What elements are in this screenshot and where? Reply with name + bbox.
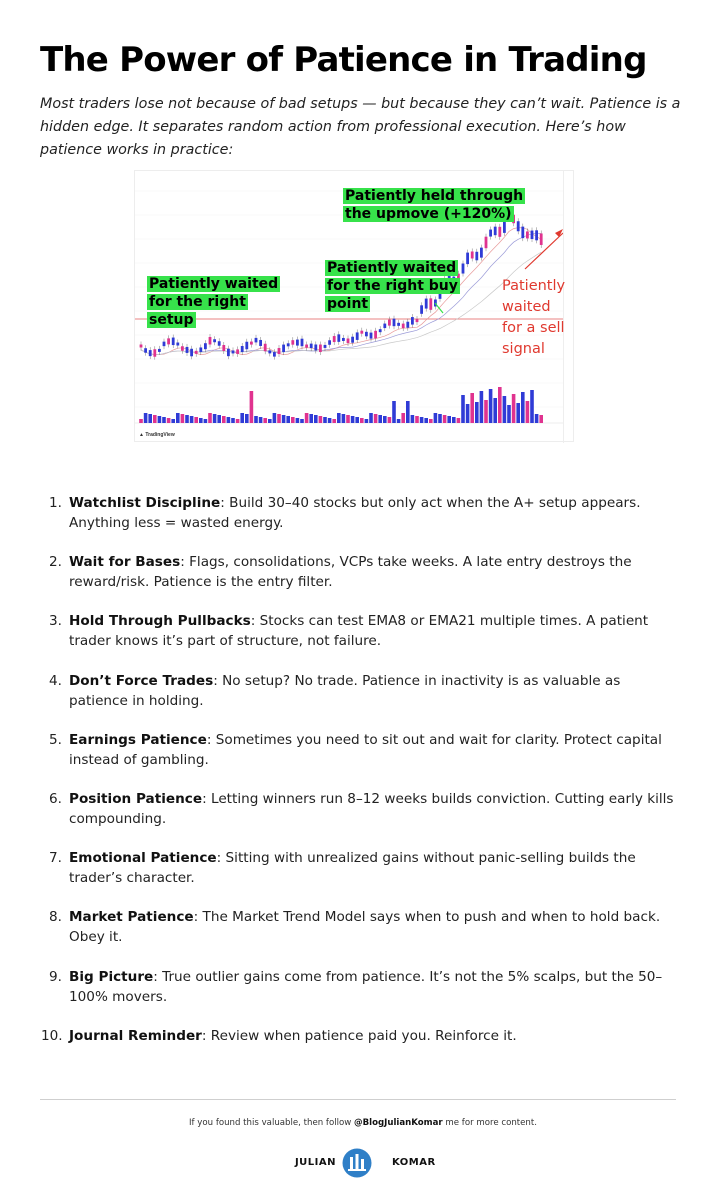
candle-body [416,319,419,322]
candle-body [268,350,271,353]
candle-body [158,349,161,352]
candle-body [149,350,152,356]
volume-bar [263,418,267,423]
tip-text: : The Market Trend Model says when to push and when to hold back. Obey it. [69,909,661,946]
candle-body [245,342,248,350]
volume-bar [401,413,405,423]
candle-body [526,231,529,238]
volume-bar [480,391,484,423]
volume-bar [369,413,373,423]
volume-bar [526,401,530,423]
volume-bar [245,414,249,423]
candle-body [213,339,216,342]
volume-bar [498,387,502,423]
candle-body [324,345,327,348]
tip-number: 5. [49,731,62,748]
candle-body [535,230,538,240]
volume-bar [291,417,295,423]
tip-text: : Sitting with unrealized gains without panic-selling builds the trader’s character. [69,850,636,887]
candle-body [199,347,202,352]
volume-bar [286,416,290,423]
candle-body [287,343,290,346]
volume-bar [254,416,258,423]
volume-bar [406,401,410,423]
tip-heading: Don’t Force Trades [69,672,214,689]
candle-body [471,251,474,258]
candle-body [388,320,391,326]
volume-bar [319,416,323,423]
tip-number: 9. [49,968,62,985]
tip-text: : True outlier gains come from patience. It’s not the 5% scalps, but the 50–100% movers. [69,968,663,1005]
tip-number: 2. [49,554,62,571]
volume-bar [383,416,387,423]
annotation-waited-buy-point: Patiently waited for the right buy point [327,260,458,312]
candle-body [503,221,506,233]
volume-bar [273,413,277,423]
candle-body [494,227,497,236]
tip-number: 6. [49,790,62,807]
candle-body [291,340,294,345]
tip-text: : Build 30–40 stocks but only act when the A+ setup appears. Anything less = wasted energy. [69,495,641,531]
volume-bar [181,414,185,423]
candle-body [485,237,488,249]
volume-bar [314,415,318,423]
candle-body [144,348,147,353]
volume-bar [332,419,336,423]
candle-body [232,350,235,353]
volume-bar [457,418,461,423]
candle-body [305,345,308,348]
tip-number: 7. [49,850,62,867]
volume-bar [342,414,346,423]
candle-body [301,339,304,347]
volume-bar [250,391,254,423]
brand-name-first: JULIAN [294,1157,336,1168]
tip-heading: Earnings Patience [69,731,207,748]
candle-body [411,317,414,325]
candle-body [374,331,377,339]
candle-body [356,332,359,340]
candle-body [314,344,317,350]
volume-bar [360,418,364,423]
volume-bar [493,398,497,423]
candle-body [236,349,239,354]
annotation-sell-signal: Patiently waited for a sell signal [502,278,566,357]
volume-bar [392,401,396,423]
volume-bar [213,414,217,423]
candle-body [402,324,405,329]
volume-bar [144,413,148,423]
volume-bar [438,414,442,423]
volume-bar [466,404,470,423]
volume-bar [167,418,171,423]
volume-bar [139,419,143,423]
volume-bar [378,415,382,423]
candle-body [259,340,262,346]
volume-bar [194,417,198,423]
candle-body [296,340,299,346]
volume-bar [240,413,244,423]
footer-divider [40,1099,676,1100]
volume-bar [484,400,488,423]
candle-body [397,323,400,326]
tips-list [40,493,680,1085]
tip-item [40,907,680,966]
volume-bar [337,413,341,423]
tip-text: : No setup? No trade. Patience in inactivity is as valuable as patience in holding. [69,672,621,709]
volume-bar [415,416,419,423]
page-title: The Power of Patience in Trading [40,40,647,80]
candle-body [521,227,524,239]
volume-bar [434,413,438,423]
sell-arrow-head [555,229,563,237]
candle-body [531,231,534,240]
volume-bar [521,392,525,423]
tip-number: 10. [41,1027,63,1044]
candle-body [337,334,340,342]
volume-bar [162,417,166,423]
volume-bar [268,419,272,423]
tradingview-watermark: ▲ TradingView [139,432,175,438]
candle-body [222,345,225,351]
volume-bar [411,415,415,423]
volume-bar [452,417,456,423]
candle-body [204,343,207,349]
candle-body [498,227,501,237]
volume-bar [351,416,355,423]
candle-body [342,338,345,341]
tip-text: : Letting winners run 8–12 weeks builds conviction. Cutting early kills compounding. [69,790,674,827]
candle-body [351,337,354,343]
brand-name-last: KOMAR [392,1157,436,1168]
volume-bar [447,416,451,423]
candle-body [480,248,483,258]
brand-logo-block [0,1148,726,1178]
tip-number: 4. [49,672,62,689]
intro-paragraph: Most traders lose not because of bad setups — but because they can’t wait. Patience is a hidden edge. It separates random action from professional execution. Here’s how patience works in practice: [40,96,681,158]
volume-bar [461,395,465,423]
candle-body [153,349,156,357]
candle-body [379,329,382,332]
volume-bar [309,414,313,423]
candle-body [140,345,143,348]
tip-number: 3. [49,613,62,630]
volume-bar [530,390,534,423]
candle-body [489,230,492,237]
volume-bar [346,415,350,423]
candle-body [172,338,175,346]
volume-bar [199,418,203,423]
volume-bar [259,417,263,423]
tip-text: : Flags, consolidations, VCPs take weeks. A late entry destroys the reward/risk. Patience is the entry filter. [69,554,632,591]
volume-bar [475,402,479,423]
volume-bar [535,414,539,423]
volume-bar [470,393,474,423]
candle-body [163,342,166,347]
tip-item [40,789,680,848]
volume-bar [227,417,231,423]
volume-bar [507,405,511,423]
tip-item [40,611,680,670]
tip-heading: Market Patience [69,909,194,926]
volume-bar [355,417,359,423]
volume-bar [171,419,175,423]
author-handle-link[interactable]: @BlogJulianKomar [354,1118,443,1128]
volume-bar [300,419,304,423]
candle-body [360,331,363,334]
tradingview-logo-icon: ▲ [139,432,144,438]
volume-bar [397,419,401,423]
volume-bar [539,415,543,423]
tip-item [40,671,680,730]
tip-item [40,552,680,611]
tip-number: 8. [49,909,62,926]
volume-bar [158,416,162,423]
candle-body [278,348,281,354]
volume-bar [429,419,433,423]
volume-bar [296,418,300,423]
candle-body [328,340,331,345]
volume-bar [328,418,332,423]
candle-body [186,347,189,353]
candle-body [264,344,267,352]
tip-item [40,967,680,1026]
volume-bar [503,396,507,423]
volume-bar [489,389,493,423]
volume-bar [443,415,447,423]
volume-bar [153,415,157,423]
tip-text: : Sometimes you need to sit out and wait for clarity. Protect capital instead of gambling. [69,731,662,768]
candle-body [370,333,373,339]
candle-body [241,346,244,352]
volume-bar [208,413,212,423]
candle-body [181,346,184,351]
volume-bar [217,415,221,423]
tip-number: 1. [49,495,62,511]
candle-body [250,342,253,345]
volume-bar [185,415,189,423]
volume-bar [277,414,281,423]
candle-body [190,349,193,357]
follow-line: If you found this valuable, then follow @BlogJulianKomar me for more content. [189,1118,537,1128]
volume-bar [204,419,208,423]
candle-body [393,319,396,327]
candle-body [365,332,368,337]
candle-body [282,345,285,353]
candle-body [383,324,386,329]
annotation-waited-setup: Patiently waited for the right setup [149,276,279,328]
volume-bar [512,394,516,423]
candle-body [347,339,350,344]
volume-bar [388,417,392,423]
candle-body [227,349,230,357]
tip-item [40,1026,680,1085]
volume-bar [323,417,327,423]
volume-bar [365,419,369,423]
candle-body [333,336,336,342]
candle-body [218,341,221,346]
tip-text: : Stocks can test EMA8 or EMA21 multiple times. A patient trader knows it’s part of structure, not failure. [69,613,649,650]
volume-bar [305,413,309,423]
tip-heading: Wait for Bases [69,554,181,571]
candle-body [540,233,543,245]
volume-bar [190,416,194,423]
volume-bar [222,416,226,423]
volume-bar [424,418,428,423]
stock-chart-image [134,170,574,442]
volume-bar [420,417,424,423]
candle-body [273,352,276,357]
volume-bar [516,403,520,423]
candle-body [406,322,409,328]
annotation-held-upmove: Patiently held through the upmove (+120%) [345,188,524,222]
candle-body [255,338,258,343]
tip-heading: Watchlist Discipline [69,495,221,511]
candle-body [319,345,322,353]
tip-heading: Big Picture [69,968,154,985]
tip-text: : Review when patience paid you. Reinforce it. [201,1027,517,1044]
volume-bar [231,418,235,423]
tip-item [40,848,680,907]
candle-body [209,337,212,345]
candle-body [167,338,170,344]
volume-bar [236,419,240,423]
brand-logo-icon [342,1148,372,1178]
tip-heading: Hold Through Pullbacks [69,613,251,630]
volume-bar [148,414,152,423]
volume-bar [176,413,180,423]
tip-heading: Emotional Patience [69,850,217,867]
candle-body [310,344,313,349]
tip-item [40,493,680,552]
tip-item [40,730,680,789]
candle-body [176,343,179,346]
volume-bar [282,415,286,423]
volume-bar [374,414,378,423]
tip-heading: Position Patience [69,790,203,807]
candle-body [195,351,198,354]
tip-heading: Journal Reminder [69,1027,202,1044]
